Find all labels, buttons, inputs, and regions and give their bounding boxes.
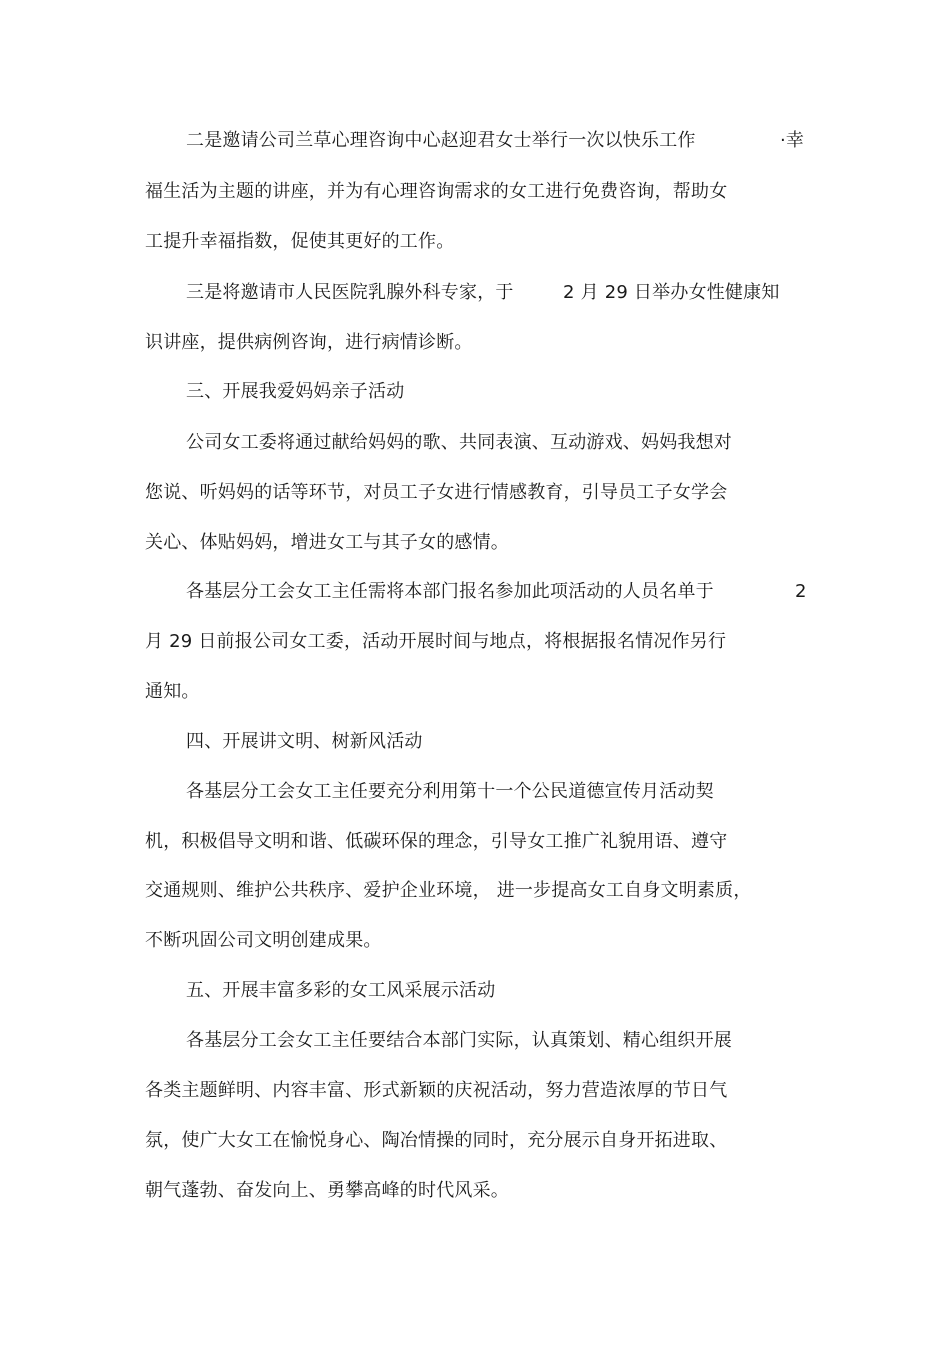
paragraph-line: 不断巩固公司文明创建成果。: [145, 930, 382, 951]
paragraph-line: 关心、体贴妈妈，增进女工与其子女的感情。: [145, 532, 509, 553]
section-heading: 五、开展丰富多彩的女工风采展示活动: [186, 980, 496, 1001]
paragraph-line: 二是邀请公司兰草心理咨询中心赵迎君女士举行一次以快乐工作: [186, 130, 696, 151]
paragraph-line-tail: ·幸: [780, 130, 805, 151]
paragraph-line: 氛，使广大女工在愉悦身心、陶冶情操的同时，充分展示自身开拓进取、: [145, 1130, 728, 1151]
paragraph-line: 交通规则、维护公共秩序、爱护企业环境， 进一步提高女工自身文明素质，: [145, 880, 752, 901]
paragraph-line: 公司女工委将通过献给妈妈的歌、共同表演、互动游戏、妈妈我想对: [186, 432, 732, 453]
paragraph-line: 福生活为主题的讲座，并为有心理咨询需求的女工进行免费咨询，帮助女: [145, 181, 728, 202]
paragraph-line: 工提升幸福指数，促使其更好的工作。: [145, 231, 455, 252]
paragraph-line: 机，积极倡导文明和谐、低碳环保的理念，引导女工推广礼貌用语、遵守: [145, 831, 728, 852]
paragraph-line: 各基层分工会女工主任要充分利用第十一个公民道德宣传月活动契: [186, 781, 714, 802]
paragraph-line-tail: 2: [795, 581, 807, 602]
section-heading: 三、开展我爱妈妈亲子活动: [186, 381, 405, 402]
paragraph-line: 朝气蓬勃、奋发向上、勇攀高峰的时代风采。: [145, 1180, 509, 1201]
section-heading: 四、开展讲文明、树新风活动: [186, 731, 423, 752]
paragraph-line: 各类主题鲜明、内容丰富、形式新颖的庆祝活动，努力营造浓厚的节日气: [145, 1080, 728, 1101]
paragraph-line: 识讲座，提供病例咨询，进行病情诊断。: [145, 332, 473, 353]
paragraph-line: 三是将邀请市人民医院乳腺外科专家，于: [186, 282, 514, 303]
paragraph-line: 月 29 日前报公司女工委，活动开展时间与地点，将根据报名情况作另行: [145, 631, 727, 652]
paragraph-line: 通知。: [145, 681, 200, 702]
paragraph-line: 各基层分工会女工主任要结合本部门实际，认真策划、精心组织开展: [186, 1030, 732, 1051]
paragraph-line-tail: 2 月 29 日举办女性健康知: [563, 282, 780, 303]
paragraph-line: 各基层分工会女工主任需将本部门报名参加此项活动的人员名单于: [186, 581, 714, 602]
paragraph-line: 您说、听妈妈的话等环节，对员工子女进行情感教育，引导员工子女学会: [145, 482, 728, 503]
